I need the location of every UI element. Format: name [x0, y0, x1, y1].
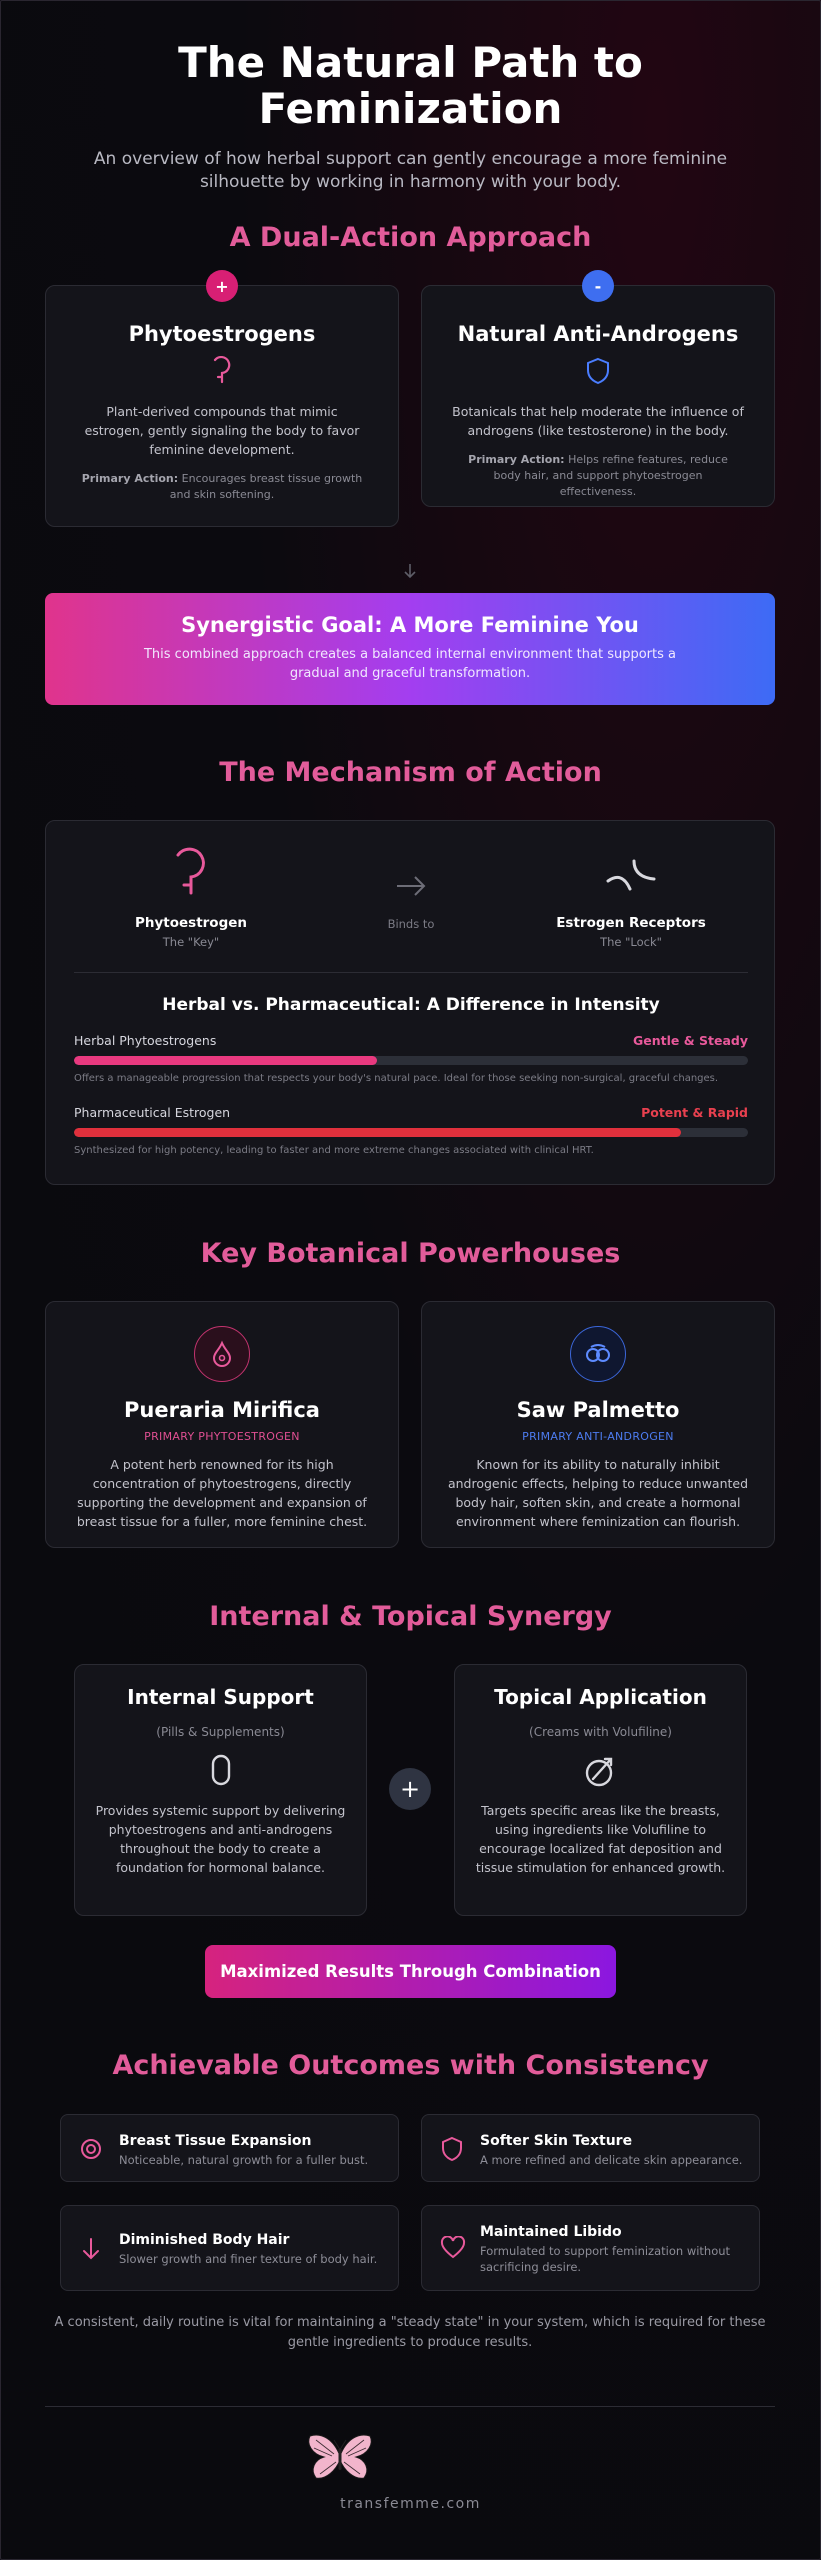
target-icon: [79, 2137, 103, 2161]
pharma-tag: Potent & Rapid: [641, 1105, 748, 1120]
topical-title: Topical Application: [494, 1685, 707, 1709]
minus-badge: -: [582, 270, 614, 302]
saw-icon-circle: [570, 1326, 626, 1382]
footer-divider: [45, 2406, 775, 2407]
butterfly-logo-icon: [304, 2430, 376, 2486]
topical-sub: (Creams with Volufiline): [529, 1725, 672, 1739]
consistency-footnote: A consistent, daily routine is vital for maintaining a "steady state" in your system, which is required for these gentle ingredients to produce results.: [54, 2315, 766, 2350]
topical-application-card: [454, 1664, 747, 1916]
pharma-label: Pharmaceutical Estrogen: [74, 1105, 231, 1120]
outcome-title: Diminished Body Hair: [119, 2232, 290, 2248]
goal-title: Synergistic Goal: A More Feminine You: [181, 613, 639, 637]
internal-support-card: [74, 1664, 367, 1916]
herbal-desc: Offers a manageable progression that respects your body's natural pace. Ideal for those seeking non-surgical, graceful changes.: [74, 1073, 719, 1084]
pharma-bar-fill: [74, 1128, 681, 1137]
pueraria-icon-circle: [194, 1326, 250, 1382]
pueraria-title: Pueraria Mirifica: [124, 1398, 320, 1422]
shield-icon: [585, 356, 611, 386]
pharma-desc: Synthesized for high potency, leading to faster and more extreme changes associated with clinical HRT.: [74, 1145, 594, 1156]
outcome-title: Breast Tissue Expansion: [119, 2133, 312, 2149]
page-header: [0, 40, 821, 194]
arrow-right-icon: [394, 871, 428, 901]
internal-text: Provides systemic support by delivering phytoestrogens and anti-androgens throughout the body to create a foundation for hormonal balance.: [95, 1803, 346, 1875]
arrow-down-icon: [79, 2236, 103, 2262]
key-icon: [209, 356, 235, 386]
page-subtitle: [0, 148, 821, 194]
phytoestrogen-sub: The "Key": [162, 935, 220, 949]
receptors-label: Estrogen Receptors: [556, 915, 706, 931]
outcome-title: Maintained Libido: [480, 2224, 622, 2240]
topical-text: Targets specific areas like the breasts, using ingredients like Volufiline to encourage localized fat deposition and tissue stimulation for enhanced growth.: [475, 1803, 726, 1875]
saw-palmetto-card: [421, 1301, 775, 1548]
phytoestrogens-title: Phytoestrogens: [128, 322, 316, 346]
saw-role: PRIMARY ANTI-ANDROGEN: [522, 1430, 674, 1443]
outcome-text: Slower growth and finer texture of body hair.: [119, 2252, 378, 2266]
maximized-results-button[interactable]: Maximized Results Through Combination: [205, 1945, 616, 1998]
drop-icon: [209, 1340, 235, 1368]
phytoestrogens-card: [45, 285, 399, 527]
goal-text: This combined approach creates a balanced internal environment that supports a gradual and graceful transformation.: [143, 647, 676, 681]
title-line-1: The Natural Path to: [178, 38, 643, 87]
action-text: Helps refine features, reduce body hair, and support phytoestrogen effectiveness.: [493, 453, 728, 498]
key-icon: [166, 847, 216, 903]
receptors-sub: The "Lock": [600, 935, 662, 949]
herbal-row: [74, 1033, 748, 1084]
pharma-row: [74, 1105, 748, 1156]
title-line-2: Feminization: [258, 84, 563, 133]
anti-androgens-card: [421, 285, 775, 507]
action-text: Encourages breast tissue growth and skin softening.: [169, 472, 363, 501]
synergy-title: Internal & Topical Synergy: [209, 1601, 612, 1632]
saw-text: Known for its ability to naturally inhibit androgenic effects, helping to reduce unwanted body hair, soften skin, and create a hormonal environment where feminization can flourish.: [447, 1457, 749, 1529]
herbal-bar-fill: [74, 1056, 377, 1065]
herbal-bar-track: [74, 1056, 748, 1065]
footer-site[interactable]: transfemme.com: [340, 2496, 481, 2512]
action-label: Primary Action:: [81, 472, 179, 485]
action-label: Primary Action:: [468, 453, 565, 466]
comparison-title: Herbal vs. Pharmaceutical: A Difference in Intensity: [162, 995, 660, 1015]
anti-androgens-action: [456, 452, 740, 500]
pueraria-text: A potent herb renowned for its high concentration of phytoestrogens, directly supporting the development and expansion of breast tissue for a fuller, more feminine chest.: [76, 1457, 368, 1529]
anti-androgens-title: Natural Anti-Androgens: [457, 322, 739, 346]
page-title: [0, 40, 821, 132]
outcome-text: Noticeable, natural growth for a fuller bust.: [119, 2153, 369, 2167]
dual-action-title: A Dual-Action Approach: [229, 222, 592, 253]
receptor-lock-icon: [604, 851, 660, 903]
pueraria-card: [45, 1301, 399, 1548]
plus-connector: +: [389, 1768, 431, 1810]
phytoestrogen-label: Phytoestrogen: [134, 915, 248, 931]
pueraria-role: PRIMARY PHYTOESTROGEN: [144, 1430, 300, 1443]
phytoestrogens-text: Plant-derived compounds that mimic estrogen, gently signaling the body to favor feminine development.: [84, 404, 360, 457]
herbal-tag: Gentle & Steady: [633, 1033, 748, 1048]
outcome-text: Formulated to support feminization without sacrificing desire.: [480, 2244, 731, 2274]
outcome-breast: [60, 2114, 399, 2182]
outcomes-title: Achievable Outcomes with Consistency: [112, 2050, 709, 2081]
shield-icon: [440, 2136, 464, 2162]
mechanism-title: The Mechanism of Action: [219, 757, 602, 788]
heart-icon: [440, 2236, 466, 2260]
subtitle-line-1: An overview of how herbal support can gently encourage a more feminine: [93, 149, 728, 169]
anti-androgens-text: Botanicals that help moderate the influence of androgens (like testosterone) in the body.: [452, 404, 744, 438]
arrow-down-icon: [402, 562, 418, 580]
pill-icon: [209, 1753, 233, 1787]
berries-icon: [583, 1342, 613, 1366]
divider: [74, 972, 748, 973]
subtitle-line-2: silhouette by working in harmony with your body.: [199, 172, 622, 192]
cream-icon: [583, 1753, 619, 1789]
outcome-hair: [60, 2205, 399, 2291]
plus-badge: +: [206, 270, 238, 302]
mechanism-card: [45, 820, 775, 1185]
phytoestrogens-action: [80, 471, 364, 503]
outcome-title: Softer Skin Texture: [480, 2133, 633, 2149]
internal-sub: (Pills & Supplements): [156, 1725, 285, 1739]
outcome-libido: [421, 2205, 760, 2291]
botanicals-title: Key Botanical Powerhouses: [200, 1238, 621, 1269]
synergistic-goal-banner: [45, 593, 775, 705]
pharma-bar-track: [74, 1128, 748, 1137]
saw-title: Saw Palmetto: [516, 1398, 680, 1422]
internal-title: Internal Support: [127, 1685, 314, 1709]
outcome-skin: [421, 2114, 760, 2182]
herbal-label: Herbal Phytoestrogens: [74, 1033, 217, 1048]
outcome-text: A more refined and delicate skin appearance.: [480, 2153, 743, 2167]
binds-to-label: Binds to: [387, 917, 435, 931]
